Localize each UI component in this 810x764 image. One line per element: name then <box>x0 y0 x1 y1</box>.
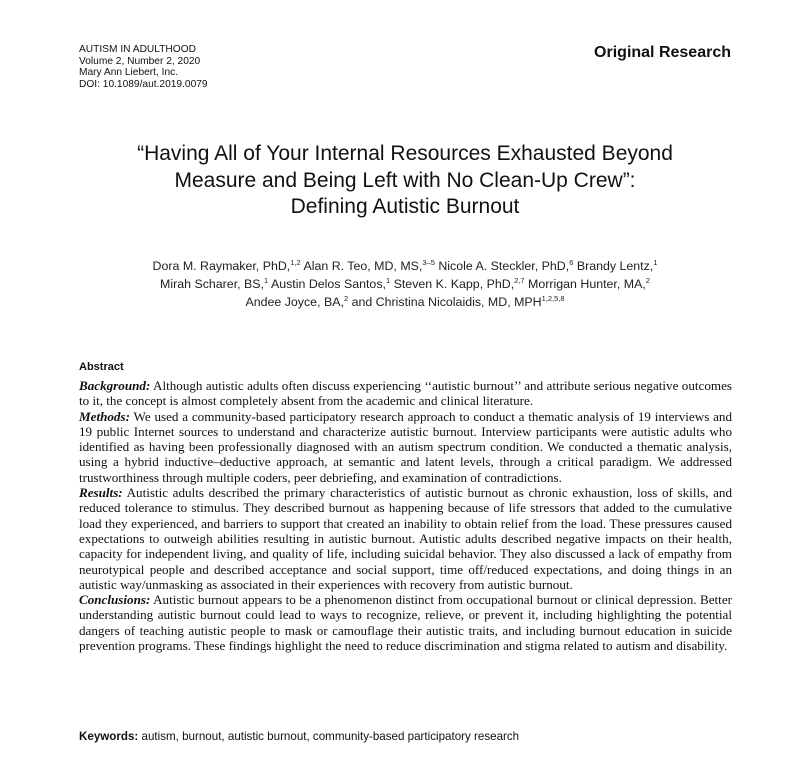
results-label: Results: <box>79 485 123 501</box>
author-name: Brandy Lentz, <box>576 259 654 273</box>
journal-name: AUTISM IN ADULTHOOD <box>79 44 196 55</box>
journal-volume: Volume 2, Number 2, 2020 <box>79 55 201 67</box>
author-line-1 <box>60 257 750 275</box>
author-affiliation: 1 <box>385 276 391 285</box>
results-text: Autistic adults described the primary characteristics of autistic burnout as chronic exhaustion, loss of skills, and reduced tolerance to stimulus. They described burnout as happening because of life stressors that added to the cumulative load they experienced, and barriers to support that created an inability to obtain relief from the load. These pressures caused expectations to outweigh abilities resulting in autistic burnout. Autistic adults described negative impacts on their health, capacity for independent living, and quality of life, including suicidal behavior. They also discussed a lack of empathy from neurotypical people and described acceptance and social support, time off/reduced expectations, and doing things in an autistic way/unmasking as associated in their experiences with recovery from autistic burnout. <box>79 485 733 592</box>
author-name: Alan R. Teo, MD, MS, <box>303 259 423 273</box>
author-affiliation: 1,2,5,8 <box>541 294 565 303</box>
author-list <box>60 257 750 311</box>
abstract-body <box>79 378 732 653</box>
abstract-background <box>79 378 732 409</box>
title-line-1: “Having All of Your Internal Resources Exhausted Beyond <box>137 142 673 165</box>
title-line-2: Measure and Being Left with No Clean-Up Crew”: <box>174 168 636 192</box>
background-text: Although autistic adults often discuss experiencing ‘‘autistic burnout’’ and attribute serious negative outcomes to it, the concept is almost completely absent from the academic and clinical literature. <box>79 378 732 409</box>
author-affiliation: 1 <box>264 276 269 285</box>
methods-text: We used a community-based participatory research approach to conduct a thematic analysis of 19 interviews and 19 public Internet sources to understand and characterize autistic burnout. Interview participants were autistic adults who identified as having been professionally diagnosed with an autism spectrum condition. We conducted a thematic analysis, using a hybrid inductive–deductive approach, at semantic and latent levels, through a critical paradigm. We addressed trustworthiness through multiple coders, peer debriefing, and examination of contradictions. <box>79 408 732 485</box>
author-line-2 <box>60 275 750 293</box>
author-affiliation: 3–5 <box>422 258 435 267</box>
methods-label: Methods: <box>79 408 130 424</box>
abstract-results <box>79 485 732 592</box>
keywords-label: Keywords: <box>79 730 139 743</box>
author-name: Dora M. Raymaker, PhD, <box>152 259 291 273</box>
article-title <box>60 141 750 221</box>
author-affiliation: 2,7 <box>514 276 525 285</box>
background-label: Background: <box>79 378 151 393</box>
abstract-methods <box>79 409 732 485</box>
author-name: Austin Delos Santos, <box>270 277 386 291</box>
author-affiliation: 1,2 <box>290 258 301 267</box>
abstract-heading: Abstract <box>79 361 124 373</box>
author-affiliation: 2 <box>645 276 650 285</box>
author-name: Andee Joyce, BA, <box>245 295 344 309</box>
title-line-3: Defining Autistic Burnout <box>290 195 520 218</box>
author-affiliation: 2 <box>343 294 349 303</box>
author-name: Morrigan Hunter, MA, <box>528 277 646 291</box>
author-affiliation: 6 <box>569 258 574 267</box>
conclusions-text: Autistic burnout appears to be a phenomenon distinct from occupational burnout or clinical depression. Better understanding autistic burnout could lead to ways to recognize, relieve, or prevent it, including highlighting the potential dangers of teaching autistic people to mask or camouflage their autistic traits, and including burnout education in suicide prevention programs. These findings highlight the need to reduce discrimination and stigma related to autism and disability. <box>79 592 732 654</box>
author-name: Nicole A. Steckler, PhD, <box>438 259 570 273</box>
keywords <box>79 730 519 743</box>
journal-doi: DOI: 10.1089/aut.2019.0079 <box>79 78 208 90</box>
journal-info <box>79 44 208 90</box>
author-name: and Christina Nicolaidis, MD, MPH <box>351 295 542 309</box>
journal-publisher: Mary Ann Liebert, Inc. <box>79 67 179 79</box>
author-line-3 <box>60 293 750 311</box>
keywords-text: autism, burnout, autistic burnout, community-based participatory research <box>141 730 520 743</box>
conclusions-label: Conclusions: <box>79 592 151 608</box>
author-affiliation: 1 <box>653 258 658 267</box>
author-name: Mirah Scharer, BS, <box>160 277 264 291</box>
author-name: Steven K. Kapp, PhD, <box>393 277 515 291</box>
abstract-conclusions <box>79 592 732 653</box>
section-type-label: Original Research <box>594 44 731 61</box>
